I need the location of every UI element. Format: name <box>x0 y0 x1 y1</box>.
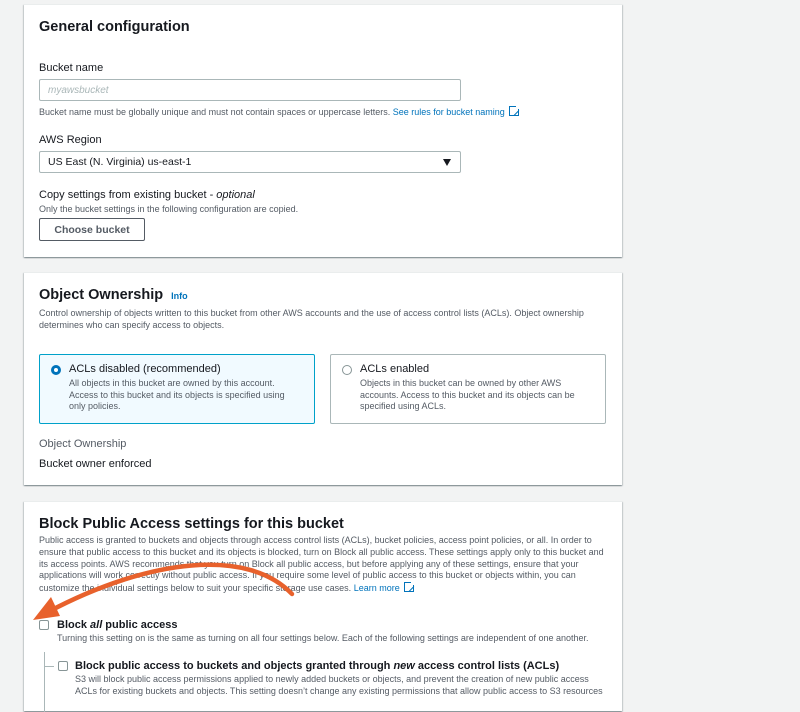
object-ownership-setting-value: Bucket owner enforced <box>39 458 152 470</box>
object-ownership-title-text: Object Ownership <box>39 287 164 303</box>
bucket-naming-rules-link[interactable]: See rules for bucket naming <box>392 107 505 117</box>
block-new-acls-suffix: access control lists (ACLs) <box>414 660 560 672</box>
block-all-prefix: Block <box>57 619 91 631</box>
block-public-access-description-text: Public access is granted to buckets and objects through access control lists (ACLs), bucket policies, access point policies, or all. In order to ensure that public access to this bucket and its objects is blocked, turn on Block all public access. These settings apply only to this bucket and its access points. AWS recommends that you turn on Block all public access, but before applying any of these settings, ensure that your applications will work correctly without public access. If you require some level of public access to this bucket or objects within, you can customize the individual settings below to suit your specific storage use cases. <box>39 535 604 594</box>
block-all-suffix: public access <box>102 619 178 631</box>
acls-enabled-description: Objects in this bucket can be owned by other AWS accounts. Access to this bucket and its objects can be specified using ACLs. <box>360 378 575 411</box>
block-new-acls-em: new <box>393 660 415 672</box>
bucket-name-hint-text: Bucket name must be globally unique and must not contain spaces or uppercase letters. <box>39 107 391 117</box>
block-all-em: all <box>90 619 103 631</box>
learn-more-link[interactable]: Learn more <box>353 583 400 594</box>
copy-settings-label-text: Copy settings from existing bucket - <box>39 189 217 201</box>
copy-settings-hint: Only the bucket settings in the following configuration are copied. <box>39 204 299 214</box>
aws-region-label: AWS Region <box>39 134 102 146</box>
object-ownership-info-link[interactable]: Info <box>171 291 188 301</box>
aws-region-value: US East (N. Virginia) us-east-1 <box>48 156 192 168</box>
object-ownership-setting-label: Object Ownership <box>39 438 127 450</box>
object-ownership-description: Control ownership of objects written to this bucket from other AWS accounts and the use of access control lists (ACLs). Object ownership determines who can specify access to objects. <box>39 308 584 330</box>
block-new-acls-description: S3 will block public access permissions applied to newly added buckets or objects, and prevent the creation of new public access ACLs for existing buckets and objects. This setting doesn’t change any existing permissions that allow public access to S3 resources <box>75 674 603 696</box>
acls-disabled-description: All objects in this bucket are owned by this account. Access to this bucket and its objects is specified using only policies. <box>69 378 285 411</box>
copy-settings-optional: optional <box>216 189 255 201</box>
block-new-acls-prefix: Block public access to buckets and objects granted through <box>75 660 394 672</box>
general-configuration-title: General configuration <box>39 19 190 35</box>
acls-disabled-label: ACLs disabled (recommended) <box>69 363 221 375</box>
block-public-access-title: Block Public Access settings for this bucket <box>39 516 344 532</box>
bucket-name-label: Bucket name <box>39 62 104 74</box>
block-all-public-access-hint: Turning this setting on is the same as turning on all four settings below. Each of the following settings are independent of one another. <box>57 633 589 643</box>
acls-enabled-label: ACLs enabled <box>360 363 430 375</box>
choose-bucket-button[interactable]: Choose bucket <box>39 218 145 241</box>
